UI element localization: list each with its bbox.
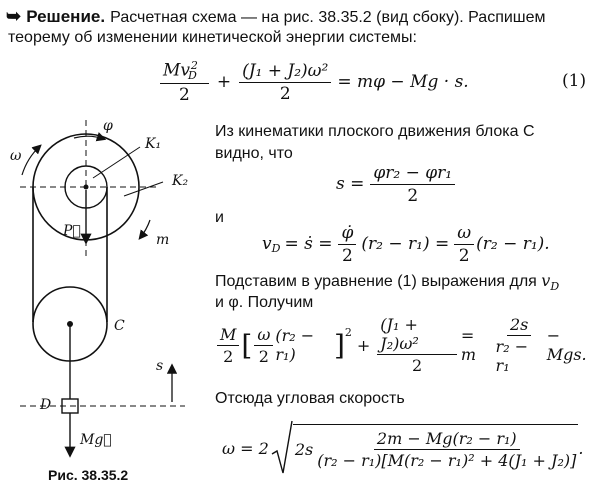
- eq1-term1-sup: 2: [190, 59, 198, 73]
- k2-leader-line: [124, 182, 163, 196]
- eq2-frac3: [496, 315, 543, 375]
- substitute-var-sub: D: [550, 280, 560, 294]
- omega-rad-prefix: 2s: [294, 440, 314, 459]
- eq1-term2: [239, 61, 331, 104]
- phi-arc-arrow: [74, 136, 104, 139]
- header-text-1: Расчетная схема — на рис. 38.35.2 (вид сбоку). Распишем: [110, 9, 546, 26]
- eq2-term2-den: 2: [411, 356, 423, 375]
- substitute-text-2: и φ. Получим: [215, 294, 314, 311]
- eq1-plus: +: [216, 72, 232, 92]
- eq1-term1-num: Mv: [163, 60, 191, 81]
- label-c: C: [114, 318, 125, 334]
- header-line-1: [6, 6, 546, 28]
- label-mg: Mg⃗: [80, 432, 112, 448]
- label-phi: φ: [103, 118, 113, 134]
- vd-lhs: v: [262, 234, 272, 254]
- vd-equation: [262, 222, 550, 266]
- vd-frac2-den: 2: [458, 245, 470, 266]
- s-equation: [336, 162, 457, 206]
- kinematics-text-2: видно, что: [215, 145, 293, 162]
- eq2-open-bracket: [: [241, 328, 253, 362]
- eq2-inner-tail: (r₂ − r₁): [275, 326, 315, 364]
- vd-mid1: = ṡ =: [284, 234, 333, 254]
- eq2-inner-num: ω: [254, 325, 273, 346]
- sqrt-sign-icon: [271, 420, 293, 476]
- vd-frac1: [338, 223, 356, 266]
- s-eq-frac: [370, 163, 455, 206]
- eq2-frac-m: [217, 325, 239, 366]
- kinematics-text-1: Из кинематики плоского движения блока C: [215, 123, 535, 140]
- figure-caption: Рис. 38.35.2: [48, 467, 129, 483]
- substitute-text-1: Подставим в уравнение (1) выражения для: [215, 273, 537, 290]
- label-p: P⃗: [63, 223, 81, 239]
- eq1-rhs: = mφ − Mg · s.: [337, 72, 469, 92]
- eq2-term2-num: (J₁ + J₂)ω²: [377, 315, 457, 355]
- eq2-term2: [377, 315, 457, 375]
- eq2-inner-den: 2: [258, 346, 269, 366]
- substitute-var: v: [541, 271, 551, 290]
- label-k2: K₂: [172, 173, 189, 189]
- label-k1: K₁: [145, 136, 162, 152]
- omega-equation: [222, 420, 583, 476]
- label-d: D: [40, 397, 52, 413]
- m-arc-arrow: [140, 220, 150, 238]
- omega-tail: .: [578, 438, 584, 458]
- omega-arc-arrow: [22, 146, 40, 175]
- sqrt-radicand: [293, 424, 579, 470]
- omega-num: 2m − Mg(r₂ − r₁): [374, 429, 520, 450]
- omega-lhs: ω = 2: [222, 438, 269, 458]
- kinematics-line-1: [215, 122, 535, 142]
- eq2-eq-m: = m: [460, 326, 476, 364]
- eq2-close-bracket: ]: [333, 328, 345, 362]
- s-eq-den: 2: [407, 185, 419, 206]
- s-eq-lhs: s =: [336, 174, 365, 194]
- label-m: m: [156, 232, 170, 248]
- arrow-icon: ➥: [6, 6, 22, 26]
- vd-tail: (r₂ − r₁).: [476, 234, 550, 254]
- result-text: Отсюда угловая скорость: [215, 390, 405, 407]
- eq2-frac-m-num: M: [217, 325, 239, 346]
- eq2-frac3-den: r₂ − r₁: [495, 337, 529, 375]
- eq1-term1: [160, 59, 209, 105]
- eq1-term2-den: 2: [279, 83, 291, 104]
- vd-frac1-num: φ̇: [338, 223, 356, 245]
- vd-frac2-num: ω: [454, 223, 474, 245]
- eq2-frac-m-den: 2: [223, 346, 234, 366]
- and-word: и: [215, 209, 224, 226]
- s-eq-num: φr₂ − φr₁: [370, 163, 455, 185]
- eq2-power: 2: [344, 326, 352, 339]
- eq2-tail: − Mgs.: [546, 326, 587, 364]
- vd-frac1-den: 2: [342, 245, 353, 266]
- eq1-term2-num: (J₁ + J₂)ω²: [239, 61, 331, 83]
- eq2-frac3-num: 2s: [507, 315, 531, 336]
- eq2-plus: +: [356, 335, 371, 355]
- vd-mid2: (r₂ − r₁) =: [361, 234, 450, 254]
- header-text-2: теорему об изменении кинетической энергии системы:: [8, 29, 417, 46]
- label-omega: ω: [10, 148, 22, 164]
- equation-2: [215, 315, 600, 375]
- solution-heading: Решение.: [26, 7, 106, 26]
- eq1-term1-sub: D: [188, 68, 197, 82]
- vd-lhs-sub: D: [271, 241, 281, 255]
- omega-den: (r₂ − r₁)[M(r₂ − r₁)² + 4(J₁ + J₂)]: [317, 451, 577, 470]
- eq2-inner-frac: [254, 325, 273, 366]
- equation-1: [158, 60, 469, 104]
- omega-frac: [317, 429, 576, 470]
- eq1-term1-den: 2: [179, 84, 190, 105]
- equation-number-1: (1): [562, 71, 587, 91]
- vd-frac2: [454, 223, 474, 266]
- label-s: s: [156, 358, 164, 374]
